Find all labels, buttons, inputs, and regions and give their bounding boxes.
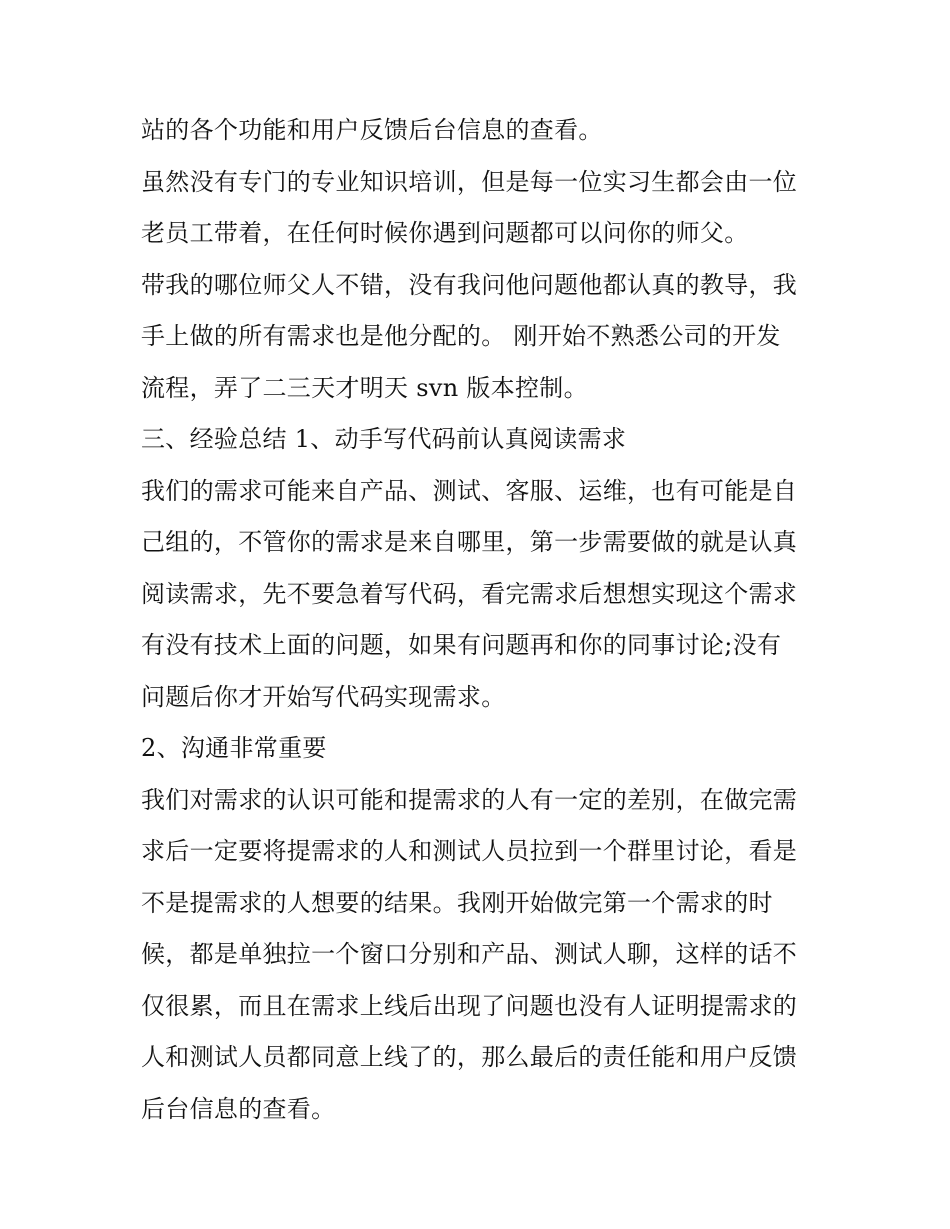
text-line: 有没有技术上面的问题，如果有问题再和你的同事讨论;没有 (141, 631, 782, 659)
text-line: 问题后你才开始写代码实现需求。 (141, 682, 506, 711)
text-line: 我们的需求可能来自产品、测试、客服、运维，也有可能是自 (141, 476, 798, 505)
text-line: 人和测试人员都同意上线了的，那么最后的责任能和用户反馈 (141, 1043, 798, 1071)
text-line: 我们对需求的认识可能和提需求的人有一定的差别，在做完需 (141, 785, 798, 814)
text-line: 站的各个功能和用户反馈后台信息的查看。 (141, 116, 603, 144)
text-line: 己组的，不管你的需求是来自哪里，第一步需要做的就是认真 (141, 528, 798, 556)
text-line: 流程，弄了二三天才明天 svn 版本控制。 (141, 373, 588, 402)
text-line: 不是提需求的人想要的结果。我刚开始做完第一个需求的时 (141, 888, 773, 917)
text-line: 虽然没有专门的专业知识培训，但是每一位实习生都会由一位 (141, 167, 798, 196)
text-line: 候，都是单独拉一个窗口分别和产品、测试人聊，这样的话不 (141, 940, 798, 968)
text-line: 老员工带着，在任何时候你遇到问题都可以问你的师父。 (141, 219, 749, 247)
section-heading: 2、沟通非常重要 (141, 734, 327, 762)
text-line: 仅很累，而且在需求上线后出现了问题也没有人证明提需求的 (141, 991, 798, 1020)
text-line: 手上做的所有需求也是他分配的。 刚开始不熟悉公司的开发 (141, 322, 781, 350)
document-body (141, 105, 821, 1135)
text-line: 阅读需求，先不要急着写代码，看完需求后想想实现这个需求 (141, 579, 798, 608)
text-line: 带我的哪位师父人不错，没有我问他问题他都认真的教导，我 (141, 270, 798, 299)
text-line: 后台信息的查看。 (141, 1094, 336, 1123)
section-heading: 三、经验总结 1、动手写代码前认真阅读需求 (141, 425, 627, 453)
text-line: 求后一定要将提需求的人和测试人员拉到一个群里讨论，看是 (141, 837, 798, 865)
